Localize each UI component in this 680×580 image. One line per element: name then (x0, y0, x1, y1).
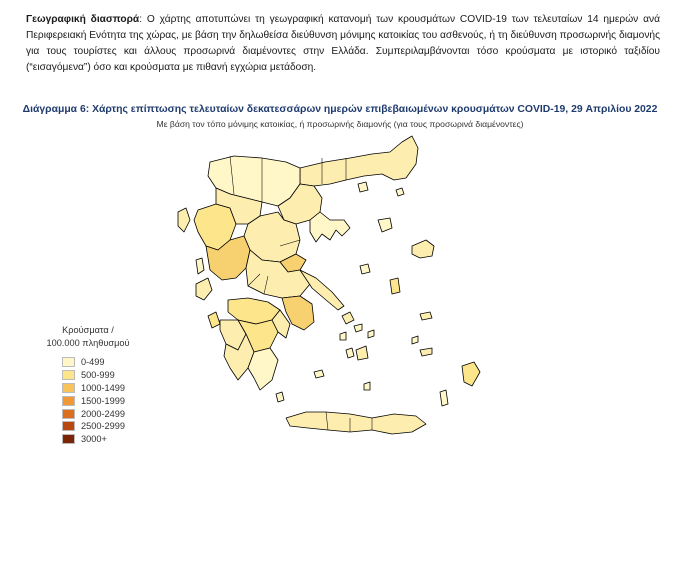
legend-label: 0-499 (81, 357, 105, 368)
island-limnos (378, 218, 392, 232)
legend-item (62, 369, 170, 382)
island-corfu (178, 208, 190, 232)
island-skyros (360, 264, 370, 274)
legend-swatch (62, 357, 75, 367)
legend-swatch (62, 409, 75, 419)
legend-title (40, 324, 136, 350)
island-rhodes (462, 362, 480, 386)
legend-item (62, 382, 170, 395)
legend-items (62, 356, 170, 446)
chart-subtitle: Με βάση τον τόπο μόνιμης κατοικίας, ή προσωρινής διαμονής (για τους προσωρινά διαμένοντες) (156, 119, 524, 129)
island-milos (314, 370, 324, 378)
island-chios (390, 278, 400, 294)
legend-swatch (62, 396, 75, 406)
island-crete (286, 412, 426, 434)
map-legend (40, 324, 170, 446)
island-zakynthos (208, 312, 220, 328)
island-kefalonia (196, 278, 212, 300)
legend-item (62, 394, 170, 407)
legend-item (62, 433, 170, 446)
legend-label: 1000-1499 (81, 382, 125, 393)
legend-label: 1500-1999 (81, 395, 125, 406)
island-lesvos (412, 240, 434, 258)
island-tinos (354, 324, 362, 332)
island-kythira (276, 392, 284, 402)
greece-incidence-map (150, 128, 530, 448)
intro-label: Γεωγραφική διασπορά (26, 14, 140, 25)
legend-title-line2: 100.000 πληθυσμού (46, 338, 130, 348)
legend-label: 2000-2499 (81, 408, 125, 419)
island-kalymnos (412, 336, 418, 344)
legend-swatch (62, 434, 75, 444)
legend-title-line1: Κρούσματα / (62, 325, 114, 335)
legend-swatch (62, 383, 75, 393)
island-samothrace (396, 188, 404, 196)
region-chalkidiki (310, 212, 350, 242)
island-lefkada (196, 258, 204, 274)
island-kos (420, 348, 432, 356)
island-paros (346, 348, 354, 358)
intro-text: : Ο χάρτης αποτυπώνει τη γεωγραφική κατανομή των κρουσμάτων COVID-19 των τελευταίων 14 ημερών ανά Περιφερειακή Ενότητα της χώρας, με βάση την δηλωθείσα διεύθυνση μόνιμης κατοικίας του ασθενούς, ή τη διεύθυνση προσωρινής διαμονής για τους τουρίστες και άλλους προσωρινά διαμένοντες στην Ελλάδα. Συμπεριλαμβάνονται τόσο κρούσματα με ιστορικό ταξιδίου (“εισαγόμενα”) όσο και κρούσματα με πιθανή εγχώρια μετάδοση. (26, 14, 660, 73)
island-karpathos (440, 390, 448, 406)
intro-paragraph (26, 12, 660, 76)
island-syros (340, 332, 346, 340)
legend-item (62, 356, 170, 369)
island-santorini (364, 382, 370, 390)
legend-label: 3000+ (81, 434, 107, 445)
island-naxos (356, 346, 368, 360)
legend-label: 2500-2999 (81, 421, 125, 432)
legend-item (62, 420, 170, 433)
legend-item (62, 407, 170, 420)
legend-swatch (62, 370, 75, 380)
island-samos (420, 312, 432, 320)
island-andros (342, 312, 354, 324)
chart-title: Διάγραμμα 6: Χάρτης επίπτωσης τελευταίων δεκατεσσάρων ημερών επιβεβαιωμένων κρουσμάτων COVID-19, 29 Απριλίου 2022 (22, 104, 658, 115)
legend-label: 500-999 (81, 370, 115, 381)
island-thasos (358, 182, 368, 192)
legend-swatch (62, 421, 75, 431)
island-mykonos (368, 330, 374, 338)
region-thrace (300, 136, 418, 186)
